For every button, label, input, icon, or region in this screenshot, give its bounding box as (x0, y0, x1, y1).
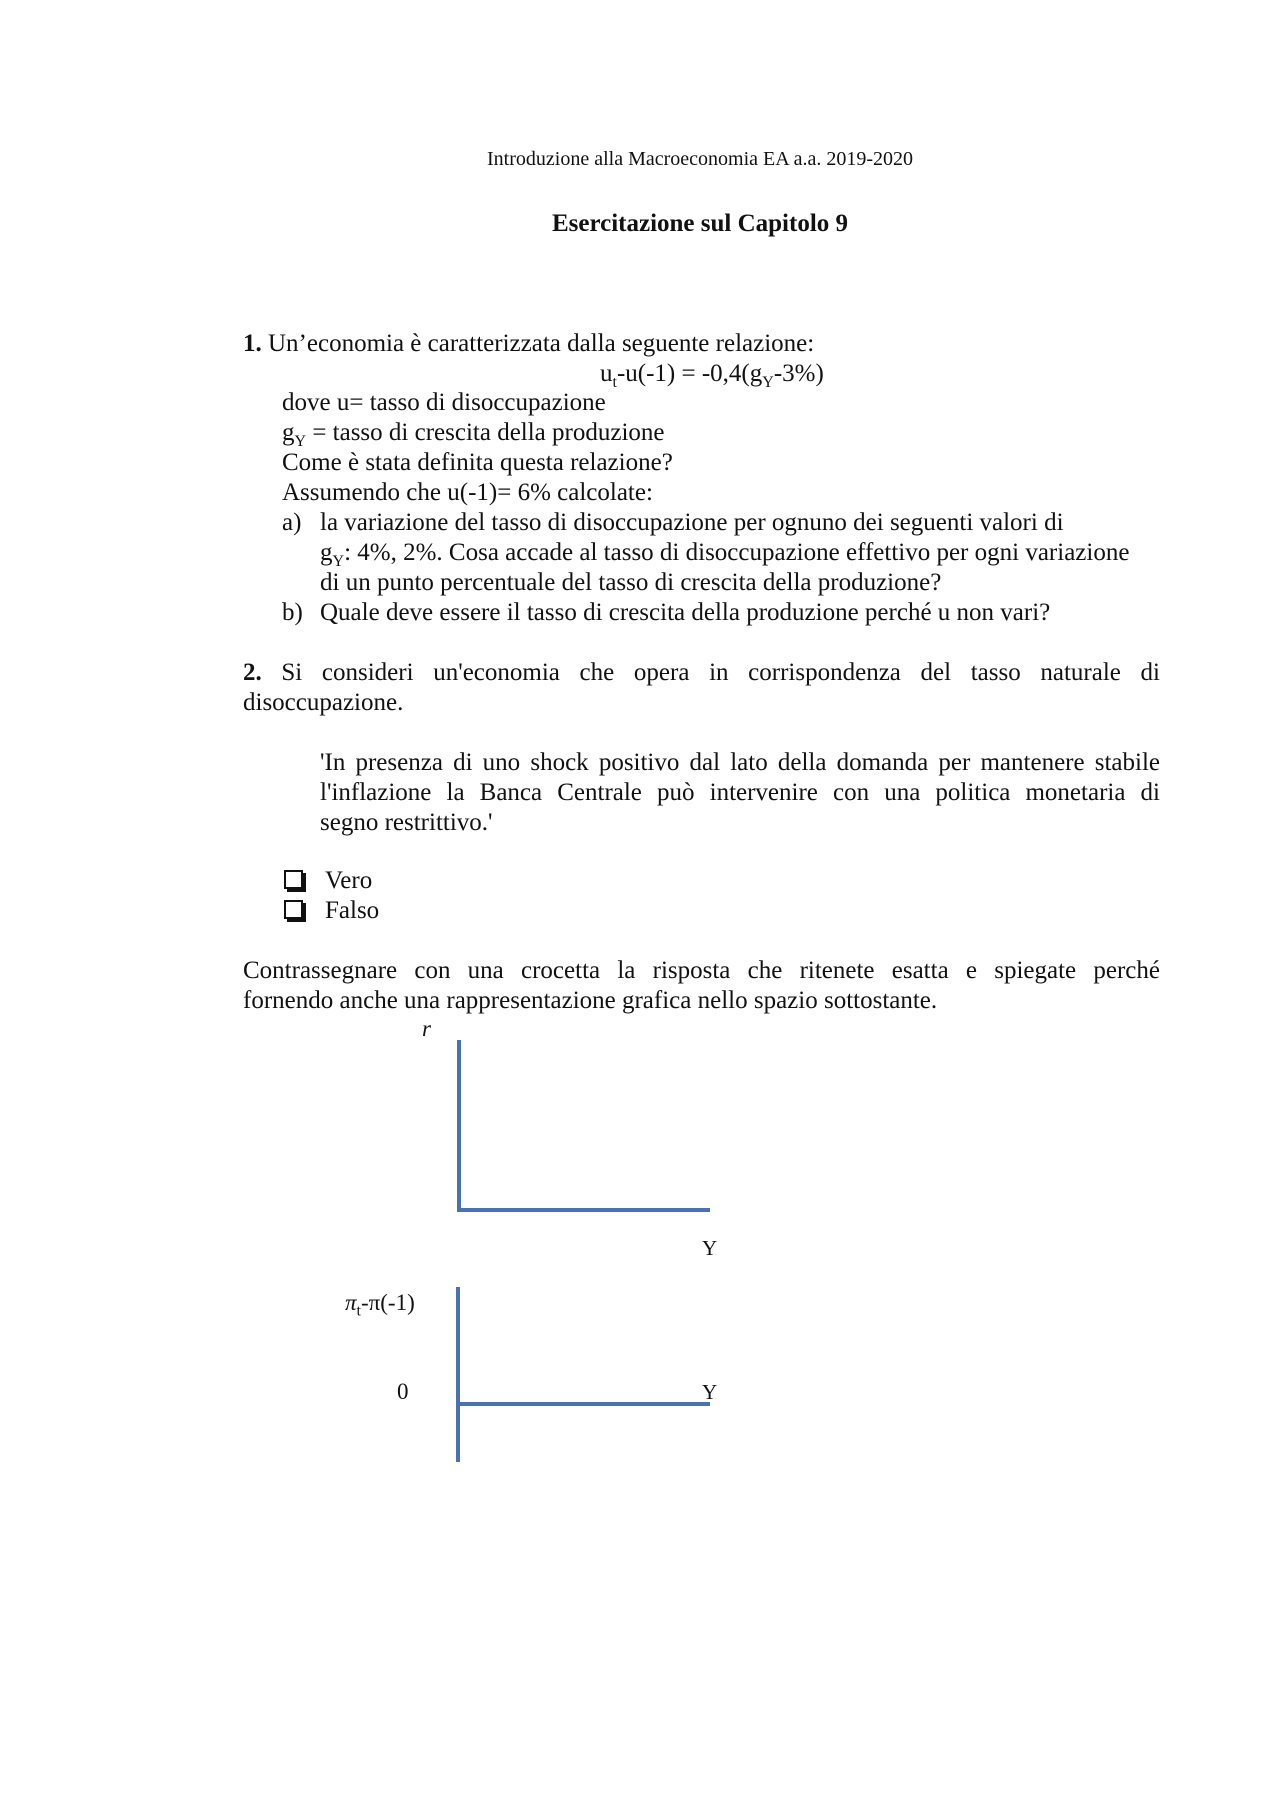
falso-checkbox[interactable] (284, 900, 303, 919)
a-g-sub: Y (332, 553, 345, 570)
option-vero[interactable] (284, 866, 372, 896)
q1-number: 1. (243, 330, 262, 357)
falso-label: Falso (325, 897, 380, 924)
a-line2-text: : 4%, 2%. Cosa accade al tasso di disoccupazione effettivo per ogni variazione (344, 539, 1130, 566)
graph2-pi-sub: t (356, 1302, 361, 1320)
graph1-y-label: r (422, 1016, 431, 1041)
def-g-text: = tasso di crescita della produzione (306, 419, 665, 446)
q2-instruction-line2: fornendo anche una rappresentazione grafica nello spazio sottostante. (243, 987, 938, 1014)
q1-question: Come è stata definita questa relazione? (282, 449, 673, 476)
q1-intro (243, 329, 814, 359)
def-g-letter: g (282, 419, 295, 446)
page-title: Esercitazione sul Capitolo 9 (551, 210, 849, 237)
graph1-x-axis (457, 1208, 710, 1212)
q2-line1-text: Si consideri un'economia che opera in corrispondenza del tasso naturale di (281, 659, 1160, 686)
q1-a-line2 (320, 538, 1129, 568)
graph2-y-label (345, 1290, 415, 1320)
q2-line1 (243, 658, 1160, 688)
q1-def-u: dove u= tasso di disoccupazione (282, 389, 606, 416)
q1-b-label: b) (282, 599, 303, 626)
q1-intro-text: Un’economia è caratterizzata dalla seguente relazione: (261, 330, 815, 357)
q2-quote-line2: l'inflazione la Banca Centrale può intervenire con una politica monetaria di (320, 779, 1160, 806)
q1-assume: Assumendo che u(-1)= 6% calcolate: (282, 479, 653, 506)
q2-quote-line1: 'In presenza di uno shock positivo dal lato della domanda per mantenere stabile (320, 749, 1160, 776)
vero-checkbox[interactable] (284, 870, 303, 889)
graph1-y-axis (457, 1040, 461, 1212)
q1-def-g (282, 418, 665, 448)
graph2-x-label: Y (702, 1380, 718, 1404)
vero-label: Vero (325, 867, 373, 894)
formula-sub-y: Y (762, 374, 774, 391)
graph1-x-label: Y (702, 1236, 718, 1260)
formula-middle: -u(-1) = -0,4(g (616, 360, 763, 387)
course-header: Introduzione alla Macroeconomia EA a.a. 2019-2020 (487, 148, 913, 170)
graph2-y-axis (456, 1287, 460, 1462)
q2-quote-line3: segno restrittivo.' (320, 809, 493, 836)
q2-instruction-line1: Contrassegnare con una crocetta la risposta che ritenete esatta e spiegate perché (243, 957, 1160, 984)
q1-formula (600, 359, 824, 389)
graph2-pi: π (345, 1290, 357, 1315)
q2-number: 2. (243, 659, 262, 686)
q1-b-text: Quale deve essere il tasso di crescita della produzione perché u non vari? (320, 599, 1051, 626)
graph2-x-axis (456, 1402, 710, 1406)
q2-line2: disoccupazione. (243, 689, 404, 716)
formula-u: u (600, 360, 613, 387)
graph2-zero-label: 0 (397, 1379, 409, 1404)
q1-a-line1: la variazione del tasso di disoccupazione per ognuno dei seguenti valori di (320, 509, 1064, 536)
q1-a-line3: di un punto percentuale del tasso di crescita della produzione? (320, 569, 942, 596)
def-g-sub: Y (294, 433, 307, 450)
option-falso[interactable] (284, 896, 379, 926)
formula-end: -3%) (773, 360, 824, 387)
a-g-letter: g (320, 539, 333, 566)
formula-sub-t: t (612, 374, 617, 391)
q1-a-label: a) (282, 509, 302, 536)
graph2-y-label-rest: -π(-1) (360, 1290, 415, 1315)
